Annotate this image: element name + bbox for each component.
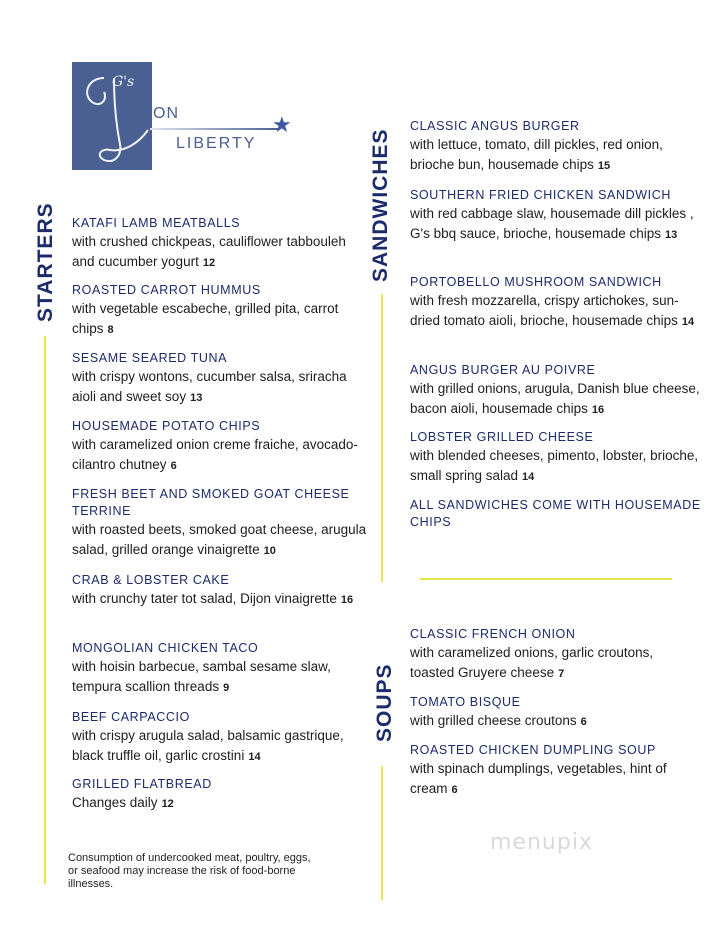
item-price: 9 (223, 682, 230, 694)
watermark: menupix (490, 830, 593, 855)
item-price: 15 (597, 160, 611, 172)
item-name: BEEF CARPACCIO (72, 710, 190, 724)
item-description: with roasted beets, smoked goat cheese, arugula salad, grilled orange vinaigrette 10 (72, 522, 367, 557)
sandwiches-divider (381, 294, 383, 582)
item-price: 14 (681, 316, 695, 328)
menu-item (72, 282, 372, 340)
item-name: LOBSTER GRILLED CHEESE (410, 430, 594, 444)
item-name: CLASSIC ANGUS BURGER (410, 119, 580, 133)
menu-item (72, 572, 372, 610)
menu-item (410, 429, 700, 487)
item-price: 6 (170, 460, 177, 472)
item-name: FRESH BEET AND SMOKED GOAT CHEESE TERRINE (72, 487, 350, 518)
item-description: with crispy wontons, cucumber salsa, sriracha aioli and sweet soy 13 (72, 369, 347, 404)
item-name: GRILLED FLATBREAD (72, 777, 212, 791)
item-price: 13 (190, 392, 203, 404)
item-name: ANGUS BURGER AU POIVRE (410, 363, 596, 377)
sandwiches-title: SANDWICHES (369, 128, 392, 282)
item-price: 14 (522, 471, 535, 483)
menu-item (410, 187, 700, 245)
item-price: 7 (558, 668, 565, 680)
menu-item (410, 362, 700, 420)
menu-item (72, 776, 372, 814)
item-description: Changes daily 12 (72, 795, 174, 810)
item-name: ROASTED CARROT HUMMUS (72, 283, 261, 297)
item-price: 10 (263, 545, 276, 557)
item-name: PORTOBELLO MUSHROOM SANDWICH (410, 275, 662, 289)
item-description: with lettuce, tomato, dill pickles, red onion, brioche bun, housemade chips 15 (410, 137, 663, 172)
menu-item (72, 709, 372, 767)
item-description: with crunchy tater tot salad, Dijon vinaigrette 16 (72, 591, 354, 606)
item-price: 13 (664, 229, 678, 241)
item-description: with grilled cheese croutons 6 (410, 713, 587, 728)
logo-liberty-text: LIBERTY (176, 135, 257, 152)
menu-item (410, 694, 700, 732)
item-price: 12 (202, 257, 216, 269)
sandwich-note (410, 497, 710, 531)
disclaimer-text: Consumption of undercooked meat, poultry, eggs, or seafood may increase the risk of food-borne illnesses. (68, 852, 311, 890)
item-description: with crispy arugula salad, balsamic gastrique, black truffle oil, garlic crostini 14 (72, 728, 344, 763)
menu-item (410, 626, 700, 684)
star-icon: ★ (272, 112, 292, 137)
item-name: HOUSEMADE POTATO CHIPS (72, 419, 261, 433)
item-name: SOUTHERN FRIED CHICKEN SANDWICH (410, 188, 671, 202)
item-name: CLASSIC FRENCH ONION (410, 627, 576, 641)
menu-item (410, 274, 700, 332)
item-description: with crushed chickpeas, cauliflower tabbouleh and cucumber yogurt 12 (72, 234, 346, 269)
logo-on-text: ON (153, 105, 179, 122)
item-price: 14 (248, 751, 261, 763)
item-description: with vegetable escabeche, grilled pita, carrot chips 8 (72, 301, 339, 336)
item-description: with caramelized onion creme fraiche, avocado-cilantro chutney 6 (72, 437, 358, 472)
item-price: 12 (161, 798, 174, 810)
item-price: 6 (451, 784, 458, 796)
sandwich-note-text: ALL SANDWICHES COME WITH HOUSEMADE CHIPS (410, 498, 701, 529)
section-separator (420, 578, 672, 580)
logo-monogram: G's (112, 74, 135, 90)
item-description: with caramelized onions, garlic croutons, toasted Gruyere cheese 7 (410, 645, 654, 680)
menu-item (72, 640, 372, 698)
starters-divider (44, 336, 46, 884)
menu-item (72, 486, 367, 561)
item-description: with hoisin barbecue, sambal sesame slaw, tempura scallion threads 9 (72, 659, 331, 694)
item-name: TOMATO BISQUE (410, 695, 521, 709)
item-description: with fresh mozzarella, crispy artichokes, sun-dried tomato aioli, brioche, housemade chips 14 (410, 293, 695, 328)
item-price: 16 (340, 594, 354, 606)
item-name: MONGOLIAN CHICKEN TACO (72, 641, 259, 655)
logo-swoosh (150, 128, 280, 130)
item-price: 6 (580, 716, 587, 728)
starters-title: STARTERS (34, 202, 57, 322)
item-name: CRAB & LOBSTER CAKE (72, 573, 230, 587)
item-price: 8 (107, 324, 114, 336)
menu-item (410, 742, 700, 800)
item-name: SESAME SEARED TUNA (72, 351, 228, 365)
menu-item (410, 118, 700, 176)
item-description: with red cabbage slaw, housemade dill pickles , G's bbq sauce, brioche, housemade chips 13 (410, 206, 694, 241)
item-description: with grilled onions, arugula, Danish blue cheese, bacon aioli, housemade chips 16 (410, 381, 700, 416)
item-price: 16 (591, 404, 605, 416)
soups-divider (381, 766, 383, 900)
item-description: with spinach dumplings, vegetables, hint of cream 6 (410, 761, 667, 796)
item-name: KATAFI LAMB MEATBALLS (72, 216, 241, 230)
item-description: with blended cheeses, pimento, lobster, brioche, small spring salad 14 (410, 448, 699, 483)
menu-item (72, 215, 372, 273)
soups-title: SOUPS (373, 663, 396, 742)
menu-item (72, 418, 372, 476)
menu-item (72, 350, 372, 408)
item-name: ROASTED CHICKEN DUMPLING SOUP (410, 743, 656, 757)
